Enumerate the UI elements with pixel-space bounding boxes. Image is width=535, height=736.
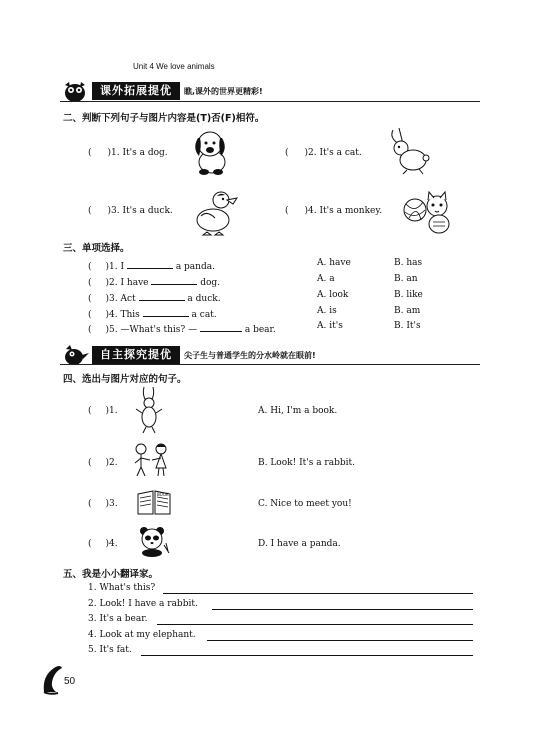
answer-blank[interactable] — [143, 306, 189, 317]
option-b: B. am — [394, 306, 421, 316]
answer-line[interactable] — [141, 655, 473, 656]
banner-note: 尖子生与普通学生的分水岭就在眼前! — [184, 350, 316, 360]
section-title: 二、判断下列句子与图片内容是(T)否(F)相符。 — [63, 113, 265, 124]
option-a: A. a — [317, 274, 335, 284]
translate-prompt: 2. Look! I have a rabbit. — [88, 599, 198, 609]
match-option: D. I have a panda. — [258, 539, 341, 549]
judge-item: ( )4. It's a monkey. — [285, 206, 383, 216]
duck-image — [193, 188, 239, 236]
banner-inquiry — [60, 346, 316, 364]
match-item: ( )2. — [88, 458, 118, 468]
section-title: 五、我是小小翻译家。 — [63, 569, 159, 580]
choice-item: ( )1. I a panda. — [88, 258, 215, 272]
section-title: 三、单项选择。 — [63, 243, 130, 254]
option-a: A. it's — [317, 321, 343, 331]
section-title: 四、选出与图片对应的句子。 — [63, 374, 187, 385]
match-item: ( )4. — [88, 539, 118, 549]
answer-line[interactable] — [207, 640, 473, 641]
option-a: A. is — [317, 306, 337, 316]
divider — [60, 364, 480, 365]
answer-blank[interactable] — [151, 274, 197, 285]
book-image — [136, 488, 172, 516]
panda-image — [136, 525, 170, 557]
greeting-kids-image — [130, 442, 172, 478]
option-a: A. look — [317, 290, 349, 300]
dolphin-logo-icon — [40, 662, 64, 696]
judge-item: ( )2. It's a cat. — [285, 148, 362, 158]
judge-item: ( )3. It's a duck. — [88, 206, 173, 216]
answer-blank[interactable] — [200, 321, 242, 332]
choice-item: ( )5. —What's this? — a bear. — [88, 321, 276, 335]
answer-line[interactable] — [212, 609, 473, 610]
match-option: C. Nice to meet you! — [258, 499, 352, 509]
owl-mascot-icon — [60, 79, 90, 103]
match-option: B. Look! It's a rabbit. — [258, 458, 355, 468]
option-b: B. It's — [394, 321, 421, 331]
judge-item: ( )1. It's a dog. — [88, 148, 168, 158]
option-b: B. has — [394, 258, 423, 268]
page-number: 50 — [64, 676, 76, 687]
answer-line[interactable] — [157, 624, 473, 625]
cat-with-yarn-image — [401, 186, 455, 236]
rabbit-image — [385, 126, 433, 176]
divider — [60, 101, 480, 102]
match-item: ( )1. — [88, 406, 118, 416]
choice-item: ( )3. Act a duck. — [88, 290, 221, 304]
banner-tag: 课外拓展提优 — [92, 82, 180, 100]
unit-header: Unit 4 We love animals — [133, 62, 215, 71]
translate-prompt: 4. Look at my elephant. — [88, 630, 196, 640]
translate-prompt: 5. It's fat. — [88, 645, 132, 655]
banner-note: 瞧,课外的世界更精彩! — [184, 86, 263, 96]
option-b: B. like — [394, 290, 423, 300]
translate-prompt: 1. What's this? — [88, 583, 156, 593]
answer-blank[interactable] — [139, 290, 185, 301]
answer-blank[interactable] — [127, 258, 173, 269]
choice-item: ( )2. I have dog. — [88, 274, 220, 288]
banner-extension — [60, 82, 263, 100]
dog-image — [186, 124, 236, 178]
option-a: A. have — [317, 258, 351, 268]
match-item: ( )3. — [88, 499, 118, 509]
standing-rabbit-image — [133, 385, 165, 435]
option-b: B. an — [394, 274, 418, 284]
book-label: BOOK — [157, 492, 169, 497]
match-option: A. Hi, I'm a book. — [258, 406, 338, 416]
choice-item: ( )4. This a cat. — [88, 306, 217, 320]
translate-prompt: 3. It's a bear. — [88, 614, 148, 624]
answer-line[interactable] — [163, 593, 473, 594]
banner-tag: 自主探究提优 — [92, 346, 180, 364]
